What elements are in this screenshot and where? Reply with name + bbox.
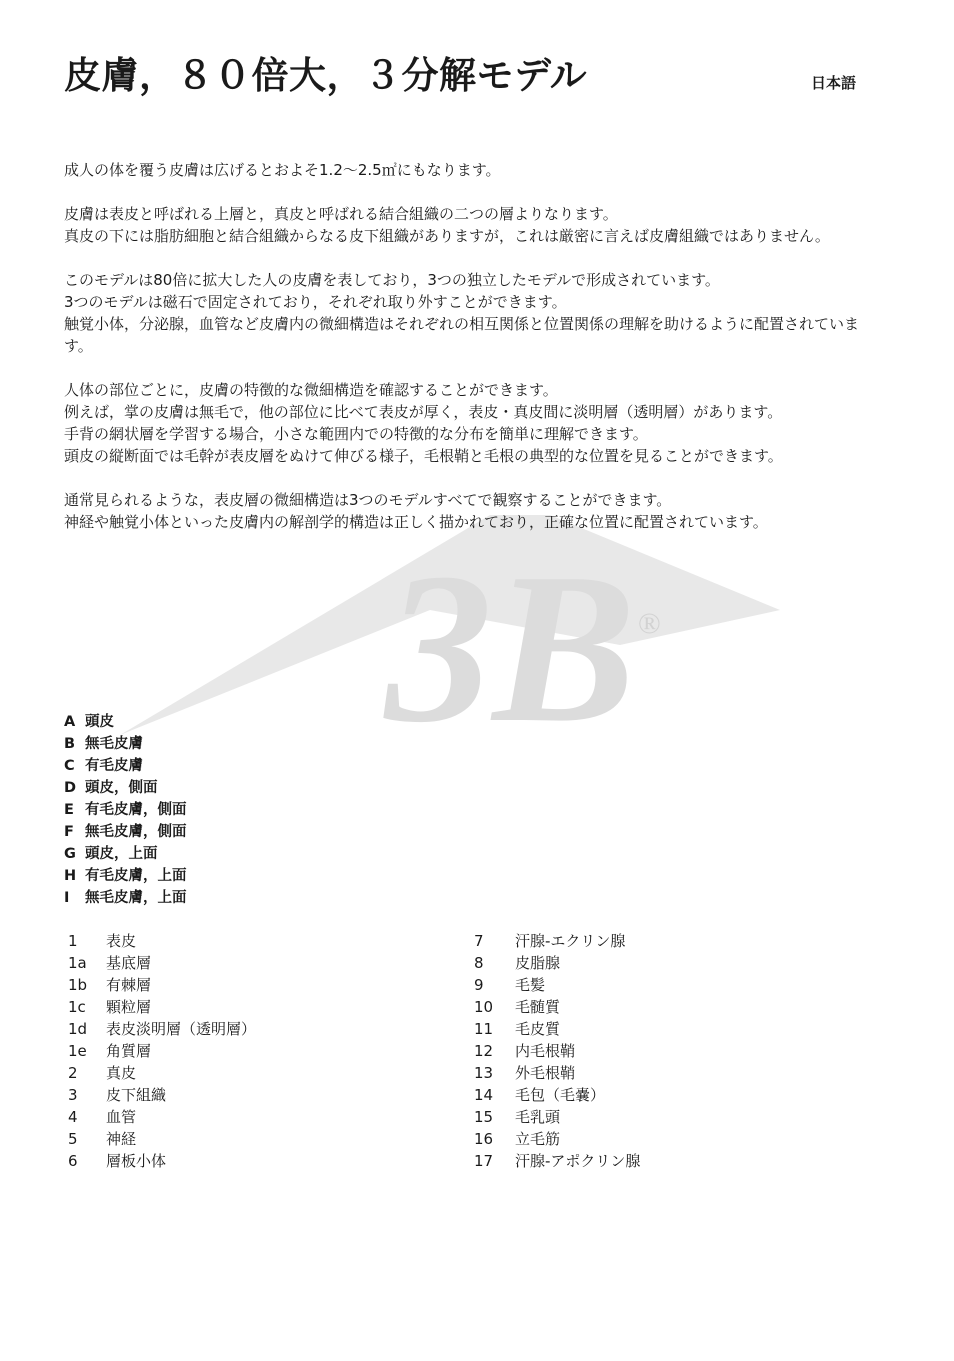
view-label: 有毛皮膚，側面 — [85, 802, 187, 818]
intro-line: 触覚小体，分泌腺，血管など皮膚内の微細構造はそれぞれの相互関係と位置関係の理解を助けるように配置されています。 — [64, 315, 860, 355]
view-letter: F — [64, 824, 74, 840]
legend-label: 汗腺-エクリン腺 — [515, 932, 626, 950]
intro-paragraph — [64, 269, 864, 357]
view-label: 頭皮 — [85, 714, 114, 730]
intro-line: 真皮の下には脂肪細胞と結合組織からなる皮下組織がありますが，これは厳密に言えば皮膚組織ではありません。 — [64, 227, 830, 245]
legend-label: 汗腺-アポクリン腺 — [515, 1152, 641, 1170]
view-label: 頭皮，上面 — [85, 846, 158, 862]
view-item — [64, 843, 187, 865]
legend-item — [474, 1062, 640, 1084]
legend-number: 15 — [474, 1108, 494, 1126]
view-item — [64, 865, 187, 887]
legend-item — [68, 1040, 256, 1062]
legend-item — [474, 1128, 640, 1150]
legend-number: 4 — [68, 1108, 78, 1126]
view-item — [64, 711, 187, 733]
legend-label: 血管 — [106, 1108, 137, 1126]
view-item — [64, 777, 187, 799]
legend-item — [68, 1018, 256, 1040]
legend-number: 11 — [474, 1020, 494, 1038]
legend-item — [474, 1084, 640, 1106]
legend-number: 5 — [68, 1130, 78, 1148]
legend-item — [474, 1150, 640, 1172]
legend-item — [68, 974, 256, 996]
legend-item — [68, 996, 256, 1018]
legend-label: 立毛筋 — [515, 1130, 561, 1148]
legend-label: 毛髪 — [515, 976, 546, 994]
language-label: 日本語 — [810, 74, 856, 92]
intro-paragraph — [64, 159, 864, 181]
legend-label: 基底層 — [106, 954, 152, 972]
intro-line: 人体の部位ごとに，皮膚の特徴的な微細構造を確認することができます。 — [64, 381, 558, 399]
view-item — [64, 799, 187, 821]
registered-mark: ® — [638, 607, 661, 640]
intro-paragraph — [64, 203, 864, 247]
legend-label: 表皮淡明層（透明層） — [106, 1020, 257, 1038]
legend-item — [474, 1106, 640, 1128]
legend-number: 1d — [68, 1020, 88, 1038]
intro-line: 例えば，掌の皮膚は無毛で，他の部位に比べて表皮が厚く，表皮・真皮間に淡明層（透明層）があります。 — [64, 403, 783, 421]
legend-label: 毛包（毛嚢） — [515, 1086, 606, 1104]
legend-label: 層板小体 — [106, 1152, 167, 1170]
view-item — [64, 887, 187, 909]
view-item — [64, 733, 187, 755]
legend-number: 1c — [68, 998, 86, 1016]
legend-item — [68, 1062, 256, 1084]
view-letter: H — [64, 868, 77, 884]
legend-label: 角質層 — [106, 1042, 152, 1060]
legend-item — [68, 1106, 256, 1128]
view-list — [64, 711, 187, 909]
view-letter: C — [64, 758, 75, 774]
view-label: 頭皮，側面 — [85, 780, 158, 796]
legend-number: 1b — [68, 976, 88, 994]
legend-label: 皮下組織 — [106, 1086, 167, 1104]
legend-item — [68, 1128, 256, 1150]
page-title: 皮膚，８０倍大，３分解モデル — [64, 54, 588, 97]
legend-number: 17 — [474, 1152, 494, 1170]
legend-label: 神経 — [106, 1130, 137, 1148]
view-label: 有毛皮膚 — [85, 758, 143, 774]
legend-item — [474, 930, 640, 952]
legend-number: 2 — [68, 1064, 78, 1082]
legend-number: 12 — [474, 1042, 494, 1060]
legend-label: 表皮 — [106, 932, 137, 950]
legend-label: 皮脂腺 — [515, 954, 561, 972]
intro-line: 手背の網状層を学習する場合，小さな範囲内での特徴的な分布を簡単に理解できます。 — [64, 425, 648, 443]
legend-item — [68, 930, 256, 952]
legend-number: 9 — [474, 976, 484, 994]
view-item — [64, 755, 187, 777]
view-letter: E — [64, 802, 74, 818]
legend-label: 毛髄質 — [515, 998, 561, 1016]
legend-number: 1a — [68, 954, 87, 972]
legend-list-right — [474, 930, 640, 1172]
intro-line: 成人の体を覆う皮膚は広げるとおよそ1.2〜2.5㎡にもなります。 — [64, 161, 501, 179]
view-letter: D — [64, 780, 77, 796]
legend-item — [474, 1040, 640, 1062]
legend-number: 1e — [68, 1042, 87, 1060]
view-letter: G — [64, 846, 76, 862]
legend-item — [474, 952, 640, 974]
legend-item — [474, 996, 640, 1018]
legend-number: 10 — [474, 998, 494, 1016]
legend-number: 6 — [68, 1152, 78, 1170]
legend-label: 毛乳頭 — [515, 1108, 561, 1126]
intro-line: 神経や触覚小体といった皮膚内の解剖学的構造は正しく描かれており，正確な位置に配置されています。 — [64, 513, 768, 531]
intro-text — [64, 159, 864, 555]
view-letter: I — [64, 890, 70, 906]
intro-line: 通常見られるような，表皮層の微細構造は3つのモデルすべてで観察することができます。 — [64, 491, 672, 509]
legend-number: 7 — [474, 932, 484, 950]
legend-number: 14 — [474, 1086, 494, 1104]
legend-label: 毛皮質 — [515, 1020, 561, 1038]
watermark-logo-text: 3B — [385, 528, 636, 745]
legend-number: 3 — [68, 1086, 78, 1104]
legend-label: 内毛根鞘 — [515, 1042, 576, 1060]
legend-number: 1 — [68, 932, 78, 950]
intro-line: 皮膚は表皮と呼ばれる上層と，真皮と呼ばれる結合組織の二つの層よりなります。 — [64, 205, 618, 223]
legend-item — [474, 974, 640, 996]
view-label: 無毛皮膚，上面 — [85, 890, 187, 906]
intro-line: 頭皮の縦断面では毛幹が表皮層をぬけて伸びる様子，毛根鞘と毛根の典型的な位置を見ることができます。 — [64, 447, 783, 465]
legend-item — [68, 952, 256, 974]
legend-number: 16 — [474, 1130, 494, 1148]
legend-number: 13 — [474, 1064, 494, 1082]
view-letter: B — [64, 736, 76, 752]
legend-label: 有棘層 — [106, 976, 152, 994]
intro-line: 3つのモデルは磁石で固定されており，それぞれ取り外すことができます。 — [64, 293, 567, 311]
legend-number: 8 — [474, 954, 484, 972]
view-letter: A — [64, 714, 76, 730]
legend-list-left — [68, 930, 256, 1172]
view-label: 無毛皮膚，側面 — [85, 824, 187, 840]
intro-line: このモデルは80倍に拡大した人の皮膚を表しており，3つの独立したモデルで形成されています。 — [64, 271, 720, 289]
legend-item — [68, 1150, 256, 1172]
legend-item — [474, 1018, 640, 1040]
view-label: 無毛皮膚 — [85, 736, 143, 752]
legend-label: 外毛根鞘 — [515, 1064, 576, 1082]
view-label: 有毛皮膚，上面 — [85, 868, 187, 884]
legend-item — [68, 1084, 256, 1106]
legend-label: 真皮 — [106, 1064, 137, 1082]
view-item — [64, 821, 187, 843]
legend-label: 顆粒層 — [106, 998, 152, 1016]
intro-paragraph — [64, 379, 864, 467]
intro-paragraph — [64, 489, 864, 533]
